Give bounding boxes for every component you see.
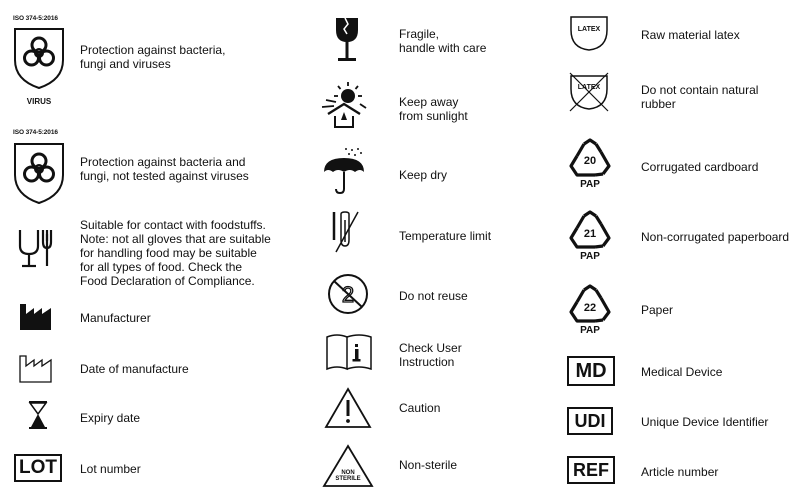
label-non-corrugated-paperboard: Non-corrugated paperboard	[641, 230, 790, 244]
recycle-21-pap: PAP	[580, 251, 600, 262]
label-date-of-manufacture: Date of manufacture	[80, 362, 189, 376]
label-medical-device: Medical Device	[641, 365, 723, 379]
no-latex-icon	[569, 72, 609, 112]
latex-icon	[569, 14, 609, 52]
thermometer-icon	[328, 210, 364, 254]
biohazard-shield-icon	[13, 141, 65, 205]
label-lot-number: Lot number	[80, 462, 141, 476]
manufacturer-icon	[18, 298, 54, 332]
caution-triangle-icon	[324, 387, 372, 429]
no-latex-text: LATEX	[577, 84, 601, 91]
label-caution: Caution	[399, 401, 441, 415]
biohazard-virus-shield-icon	[13, 26, 65, 90]
label-manufacturer: Manufacturer	[80, 311, 151, 325]
medical-device-icon: MD	[567, 356, 615, 386]
recycle-22-pap: PAP	[580, 325, 600, 336]
recycle-21-number: 21	[583, 228, 597, 240]
hourglass-icon	[27, 400, 49, 430]
label-raw-material-latex: Raw material latex	[641, 28, 740, 42]
non-sterile-text-2: STERILE	[335, 476, 361, 482]
label-protection-no-virus: Protection against bacteria and fungi, not tested against viruses	[80, 155, 249, 183]
latex-text: LATEX	[577, 26, 601, 33]
date-of-manufacture-icon	[18, 350, 54, 384]
label-temperature-limit: Temperature limit	[399, 229, 492, 243]
label-non-sterile: Non-sterile	[399, 458, 458, 472]
virus-sublabel: VIRUS	[26, 97, 52, 106]
umbrella-icon	[322, 146, 366, 196]
food-contact-icon	[17, 224, 65, 272]
label-check-user-instruction: Check User Instruction	[399, 341, 462, 369]
label-no-natural-rubber: Do not contain natural rubber	[641, 83, 759, 111]
recycle-20-number: 20	[583, 155, 597, 167]
non-sterile-text: NON	[341, 470, 355, 476]
label-corrugated-cardboard: Corrugated cardboard	[641, 160, 759, 174]
label-unique-device-identifier: Unique Device Identifier	[641, 415, 769, 429]
instruction-book-icon	[325, 333, 373, 371]
iso-standard-label: ISO 374-5:2016	[13, 15, 58, 22]
label-fragile: Fragile, handle with care	[399, 27, 487, 55]
label-keep-dry: Keep dry	[399, 168, 448, 182]
label-paper: Paper	[641, 303, 674, 317]
udi-icon: UDI	[567, 407, 613, 435]
label-do-not-reuse: Do not reuse	[399, 289, 468, 303]
label-article-number: Article number	[641, 465, 719, 479]
fragile-glass-icon	[334, 16, 360, 64]
label-expiry-date: Expiry date	[80, 411, 141, 425]
svg-text:2: 2	[341, 282, 355, 307]
keep-away-sunlight-icon	[318, 80, 370, 132]
label-keep-away-sunlight: Keep away from sunlight	[399, 95, 468, 123]
iso-standard-label: ISO 374-5:2016	[13, 129, 58, 136]
label-food-contact: Suitable for contact with foodstuffs. Note: not all gloves that are suitable for handling food may be suitable for all types of food. Check the Food Declaration of Compliance.	[80, 218, 271, 288]
ref-icon: REF	[567, 456, 615, 484]
do-not-reuse-icon	[326, 272, 370, 316]
recycle-22-number: 22	[583, 302, 597, 314]
label-protection-viruses: Protection against bacteria, fungi and viruses	[80, 43, 226, 71]
lot-icon: LOT	[14, 454, 62, 482]
recycle-20-pap: PAP	[580, 179, 600, 190]
